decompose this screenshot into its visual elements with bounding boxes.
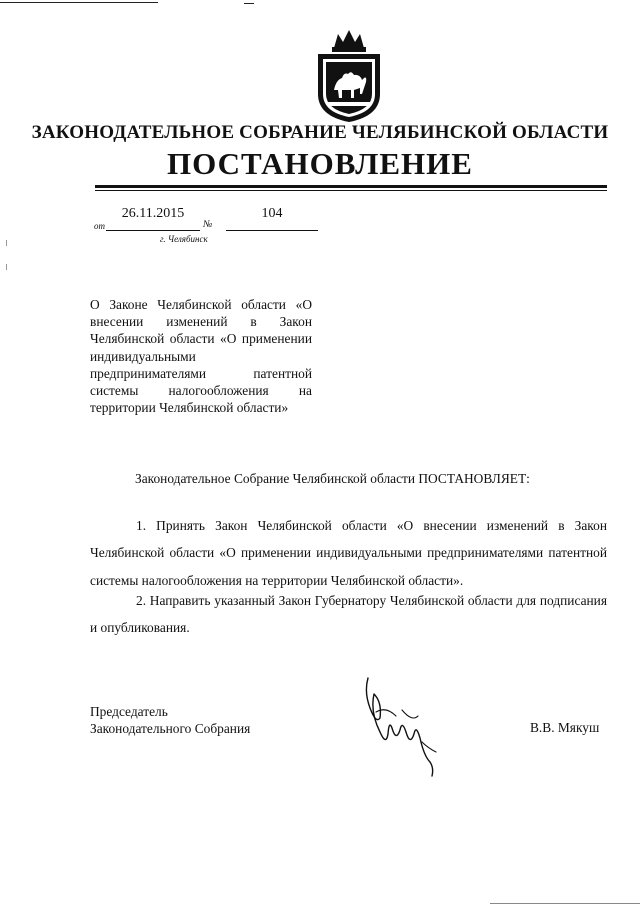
scan-artifact-top-mid [244, 3, 254, 4]
signatory-name: В.В. Мякуш [530, 720, 600, 735]
document-type-title: ПОСТАНОВЛЕНИЕ [167, 146, 473, 181]
city-label: г. Челябинск [160, 234, 208, 244]
margin-mark-1 [6, 240, 7, 246]
paragraph-1: 1. Принять Закон Челябинской области «О внесении изменений в Закон Челябинской области «О применении индивидуальными предпринимателями патентной системы налогообложения на территории Челябинской области». [90, 518, 607, 588]
number-value: 104 [261, 206, 283, 221]
document-subject: О Законе Челябинской области «О внесении изменений в Закон Челябинской области «О применении индивидуальными предпринимателями патентной системы налогообложения на территории Челябинской области» [90, 297, 312, 416]
header-rule-thick [95, 185, 607, 188]
preamble: Законодательное Собрание Челябинской области ПОСТАНОВЛЯЕТ: [135, 471, 530, 486]
date-prefix: от [94, 221, 105, 231]
date-underline [106, 230, 200, 231]
signatory-title-line2: Законодательного Собрания [90, 721, 251, 736]
number-prefix: № [203, 219, 213, 230]
signatory-title-line1: Председатель [90, 704, 168, 719]
paragraph-2: 2. Направить указанный Закон Губернатору Челябинской области для подписания и опубликования. [90, 593, 607, 636]
number-underline [226, 230, 318, 231]
signatory-title [90, 703, 250, 737]
scan-artifact-bottom [490, 903, 640, 904]
coat-of-arms-icon [314, 28, 384, 124]
organization-title: ЗАКОНОДАТЕЛЬНОЕ СОБРАНИЕ ЧЕЛЯБИНСКОЙ ОБЛАСТИ [31, 122, 609, 143]
header-rule-thin [95, 190, 607, 191]
margin-mark-2 [6, 264, 7, 270]
scan-artifact-top-left [0, 2, 158, 3]
handwritten-signature [356, 672, 466, 780]
date-value: 26.11.2015 [121, 206, 185, 221]
